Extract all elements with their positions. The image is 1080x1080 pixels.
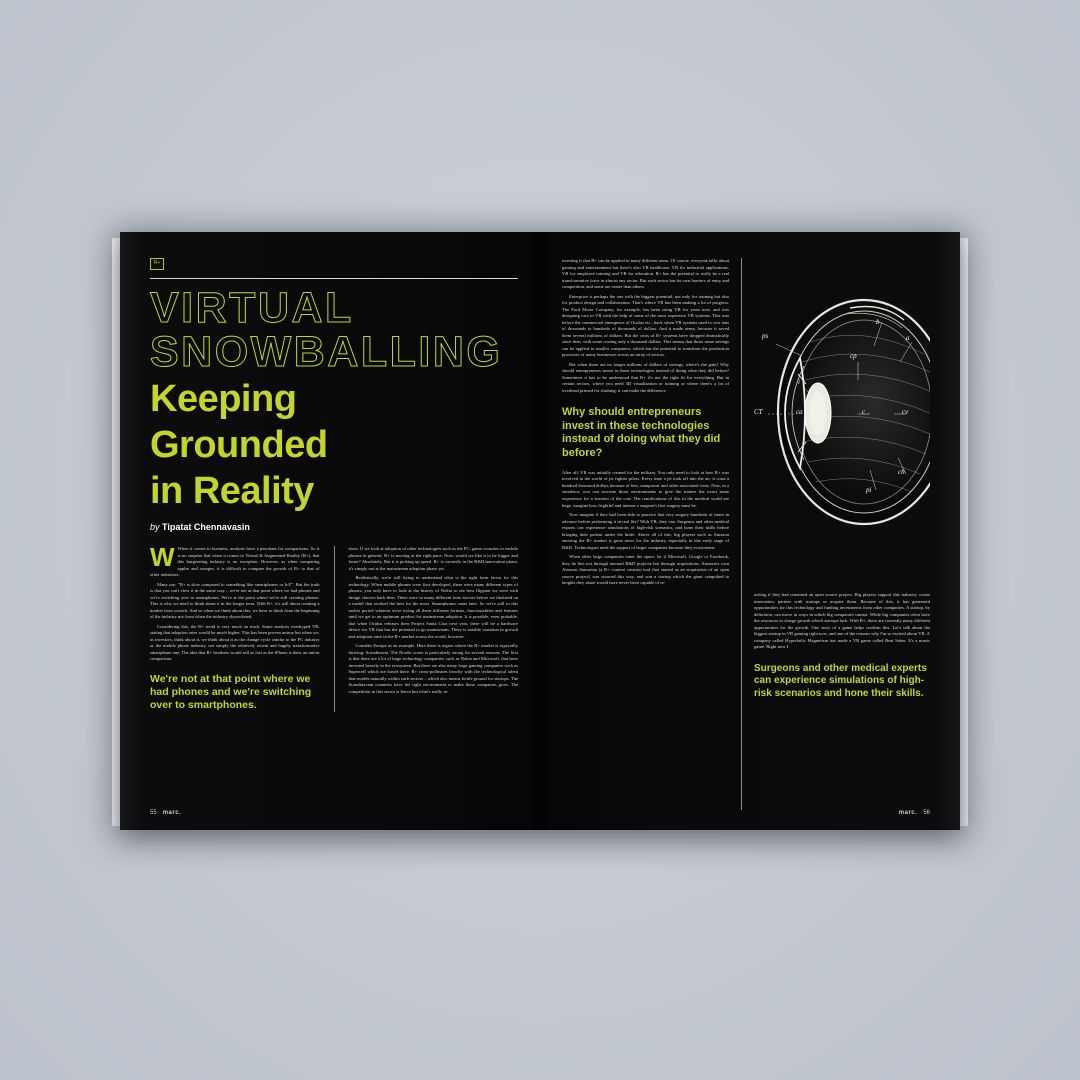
- drop-cap: W: [150, 542, 175, 573]
- body-text: When it comes to business, analysts have a penchant for comparisons. So it is no surprise that when it comes to Virtual & Augmented Reality (R+), that this burgeoning industry is no exception. However, as when comparing apples and oranges, it is difficult to compare the growth of R+ to that of other industries.: [150, 546, 320, 578]
- eye-illustration: [754, 262, 930, 592]
- body-paragraph: Considering this, the R+ trend is very much on track. Some analysts overhyped VR, stating that adoption rates would be much higher. This has been proven untrue but when we, as investors, think about it, we think about it as the change cycle similar to the PC industry or the mobile phone industry, not simply the relatively recent and hugely transformative smartphone one. The idea that R+ headsets would sell as fast as the iPhone is then, an unfair comparison.: [150, 623, 320, 662]
- right-column-1: [562, 258, 729, 810]
- article-title-line1: VIRTUAL: [150, 284, 354, 332]
- body-paragraph: Now imagine if they had been able to practice that very surgery hundreds of times in advance before performing it in real life? With VR, they can. Surgeons and other medical experts can experience simulations of high-risk scenarios, and hone their skills before bringing their patient under the knife. Above all of this, big players such as Amazon entering the R+ market is great news for the industry, especially in this early stage of R&D. Technologies need the support of larger companies because they ecosystems.: [562, 512, 730, 550]
- section-heading: Why should entrepreneurs invest in these technologies instead of doing what they did before?: [562, 406, 721, 459]
- illus-label: ps: [762, 332, 769, 340]
- illus-label: i: [798, 378, 800, 386]
- left-footer: [150, 810, 181, 816]
- body-paragraph: Realistically, we're still trying to understand what is the right form factor for this technology. When mobile phones were first developed, there were many different types of phones, you only have to look at the history of Nokia to see how flippant we were with design choices back then. There were so many different form factors before we finalized on a model that worked the best for the most. Smartphones came later. So we're still in this earlier period wherein we're trying all these different formats, functionalities and features until we get to an optimum product for mainstream adoption. It is possible, even probable, that when Oculus releases their Project Santa Cruz next year, there will be a hardware device for VR that has the potential to go mainstream. There is notable variation in growth and adoption rates in the R+ market across the world, however.: [348, 575, 518, 639]
- byline: [150, 522, 518, 532]
- right-pullquote: Surgeons and other medical experts can experience simulations of high-risk scenarios and hone their skills.: [754, 662, 927, 699]
- body-paragraph: After all, VR was initially created for the military. You only need to look at how R+ was involved in the world of jet fighter pilots. Every time a jet took off into the air, it costs a hundred thousand dollars because of fees, manpower and other associated costs. Now, in a simulator, you can recreate those environments to give the trainee the exact same experience for a fraction of the cost. The ramifications of this in the medical world are huge, imagine how frightful and intense a surgeon's first surgery must be.: [562, 469, 730, 508]
- byline-prefix: by: [150, 522, 160, 533]
- left-columns: [150, 542, 518, 712]
- title-rule: [150, 278, 518, 279]
- right-footer: [899, 810, 930, 816]
- body-paragraph: When other large companies enter the space, be it Microsoft, Google or Facebook, they do this not through internal R&D projects but through acquisitions. Amazon's own Amazon Sumarian (a R+ content creation tool that started as an acquisition of an open source project) was sourced this way, and was a startup which the giant catapulted to heights they alone would have never been capable of re-: [562, 554, 730, 586]
- article-subtitle-line1: Keeping: [150, 378, 297, 421]
- body-paragraph: Enterprise is perhaps the one with the biggest potential, not only for training but also for product design and collaboration. That's where VR has been making a lot of progress. The Ford Motor Company, for example, has been using VR for years now, and was designing cars in VR with the help of some of the most expensive VR systems. This was before the commercial emergence of Oculus etc., back when VR systems used to cost tens of thousands to hundreds of thousands of dollars. And it made sense, because it saved them several millions of dollars. But the costs of R+ systems have dropped dramatically since then, with some costing only a thousand dollars. This means that those same savings can be applied to smaller companies, which has the potential to transform the production processes of many businesses across an array of sectors.: [562, 293, 730, 358]
- byline-author: Tipatat Chennavasin: [162, 522, 250, 533]
- body-paragraph: Consider Europe as an example. Here there is region where the R+ market is especially thriving: Scandinavia. The Nordic scene is particularly strong for several reasons. The first is that there are a lot of large technology companies, such as Nokia and Microsoft, that have invented heavily in the ecosystem. But there are also many large gaming companies such as Supercell which are based there. R+ cross-pollinates heavily with the technological talent that resides naturally within such sectors – which also means fertile ground for startups. The Scandinavian countries have the right environment to make these companies grow. The competition in this sector is fierce but what's really in-: [348, 643, 518, 694]
- illus-label: ca: [796, 408, 803, 416]
- column-divider: [334, 546, 335, 712]
- body-paragraph: aching if they had remained an open source project. Big players support this industry, create innovation, partner with startups or acquire them. Because of this, it has generated opportunities for this technology and funding investments from other companies. A startup, by definition, can move in ways in which big companies cannot. While big companies often have the resources to charge growth which startups lack. With R+, there are currently many different opportunities for the growth. One story of a game helps confirm this. Let's talk about the biggest startup in VR gaming right now, and one of the reasons why I'm so excited about VR. A company called Hyperbolic Magnetism has made a VR game called Beat Saber. It's a music game. Right now I: [754, 592, 930, 650]
- left-pullquote: We're not at that point where we had phones and we're switching over to smartphones.: [150, 672, 312, 712]
- body-paragraph: Many say: "R+ is slow compared to something like smartphones or IoT". But the truth is that you can't view it in the same way – we're not at that point where we had phones and we're switching over to smartphones. We're at the point where we're still creating phones. This is why we need to think about it in the longer term. With R+, it's still about creating a market from scratch. And so when we think about this, we have to think from the beginning of the industry not from when the industry skyrocketed.: [150, 581, 320, 620]
- column-divider: [741, 258, 742, 810]
- left-page: [120, 232, 540, 830]
- left-column-2: [348, 546, 518, 712]
- brand-mark-left: marc.: [162, 810, 182, 816]
- illus-label: CT: [754, 408, 763, 416]
- right-column-2: [754, 258, 930, 810]
- magazine-spread: [120, 232, 960, 830]
- brand-mark-right: marc.: [898, 810, 918, 816]
- body-paragraph: [150, 542, 320, 579]
- illus-label: ch: [898, 468, 905, 476]
- page-number-left: 55: [150, 810, 157, 816]
- body-paragraph: rison. If we look at adoption of other technologies such as the PC, game consoles or mobile phones in general, R+ is moving at the right pace. Now, would we like it to be bigger and faster? Absolutely. But it is picking up speed. R+ is currently in the R&D/innovation phase, it's simply not at the mainstream adoption phase yet.: [348, 546, 518, 571]
- article-subtitle-line3: in Reality: [150, 470, 314, 513]
- illus-label: b: [876, 318, 880, 326]
- article-subtitle-line2: Grounded: [150, 424, 328, 467]
- folio-mark: R+: [150, 258, 164, 270]
- illus-label: c: [862, 408, 866, 416]
- right-page: [540, 232, 960, 830]
- illus-label: cp: [850, 352, 857, 360]
- body-paragraph: teresting is that R+ can be applied to many different areas. Of course, everyone talks about gaming and entertainment but there's also VR healthcare, VR for industrial applications, VR for employee training and VR for education. R+ has the potential to really be a real transformative force in almost any sector. But each sector has its own barriers of entry and competition, and some are easier than others.: [562, 258, 730, 290]
- illus-label: a: [906, 334, 910, 342]
- page-number-right: 56: [923, 810, 930, 816]
- left-column-1: [150, 542, 320, 712]
- illus-label: pi: [866, 486, 872, 494]
- illus-label: cv: [902, 408, 909, 416]
- right-columns: [562, 258, 930, 810]
- body-paragraph: But when there are no longer millions of dollars of savings, where's the gain? Why should entrepreneurs invest in these technologies instead of doing what they did before? Sometimes it has to be understood that R+ it's not the right fit for everything. But in certain sectors, where you need 3D visualization or training or where there's a lot of overhead primed for slashing, it can make the difference.: [562, 361, 730, 393]
- article-title-line2: SNOWBALLING: [150, 327, 503, 376]
